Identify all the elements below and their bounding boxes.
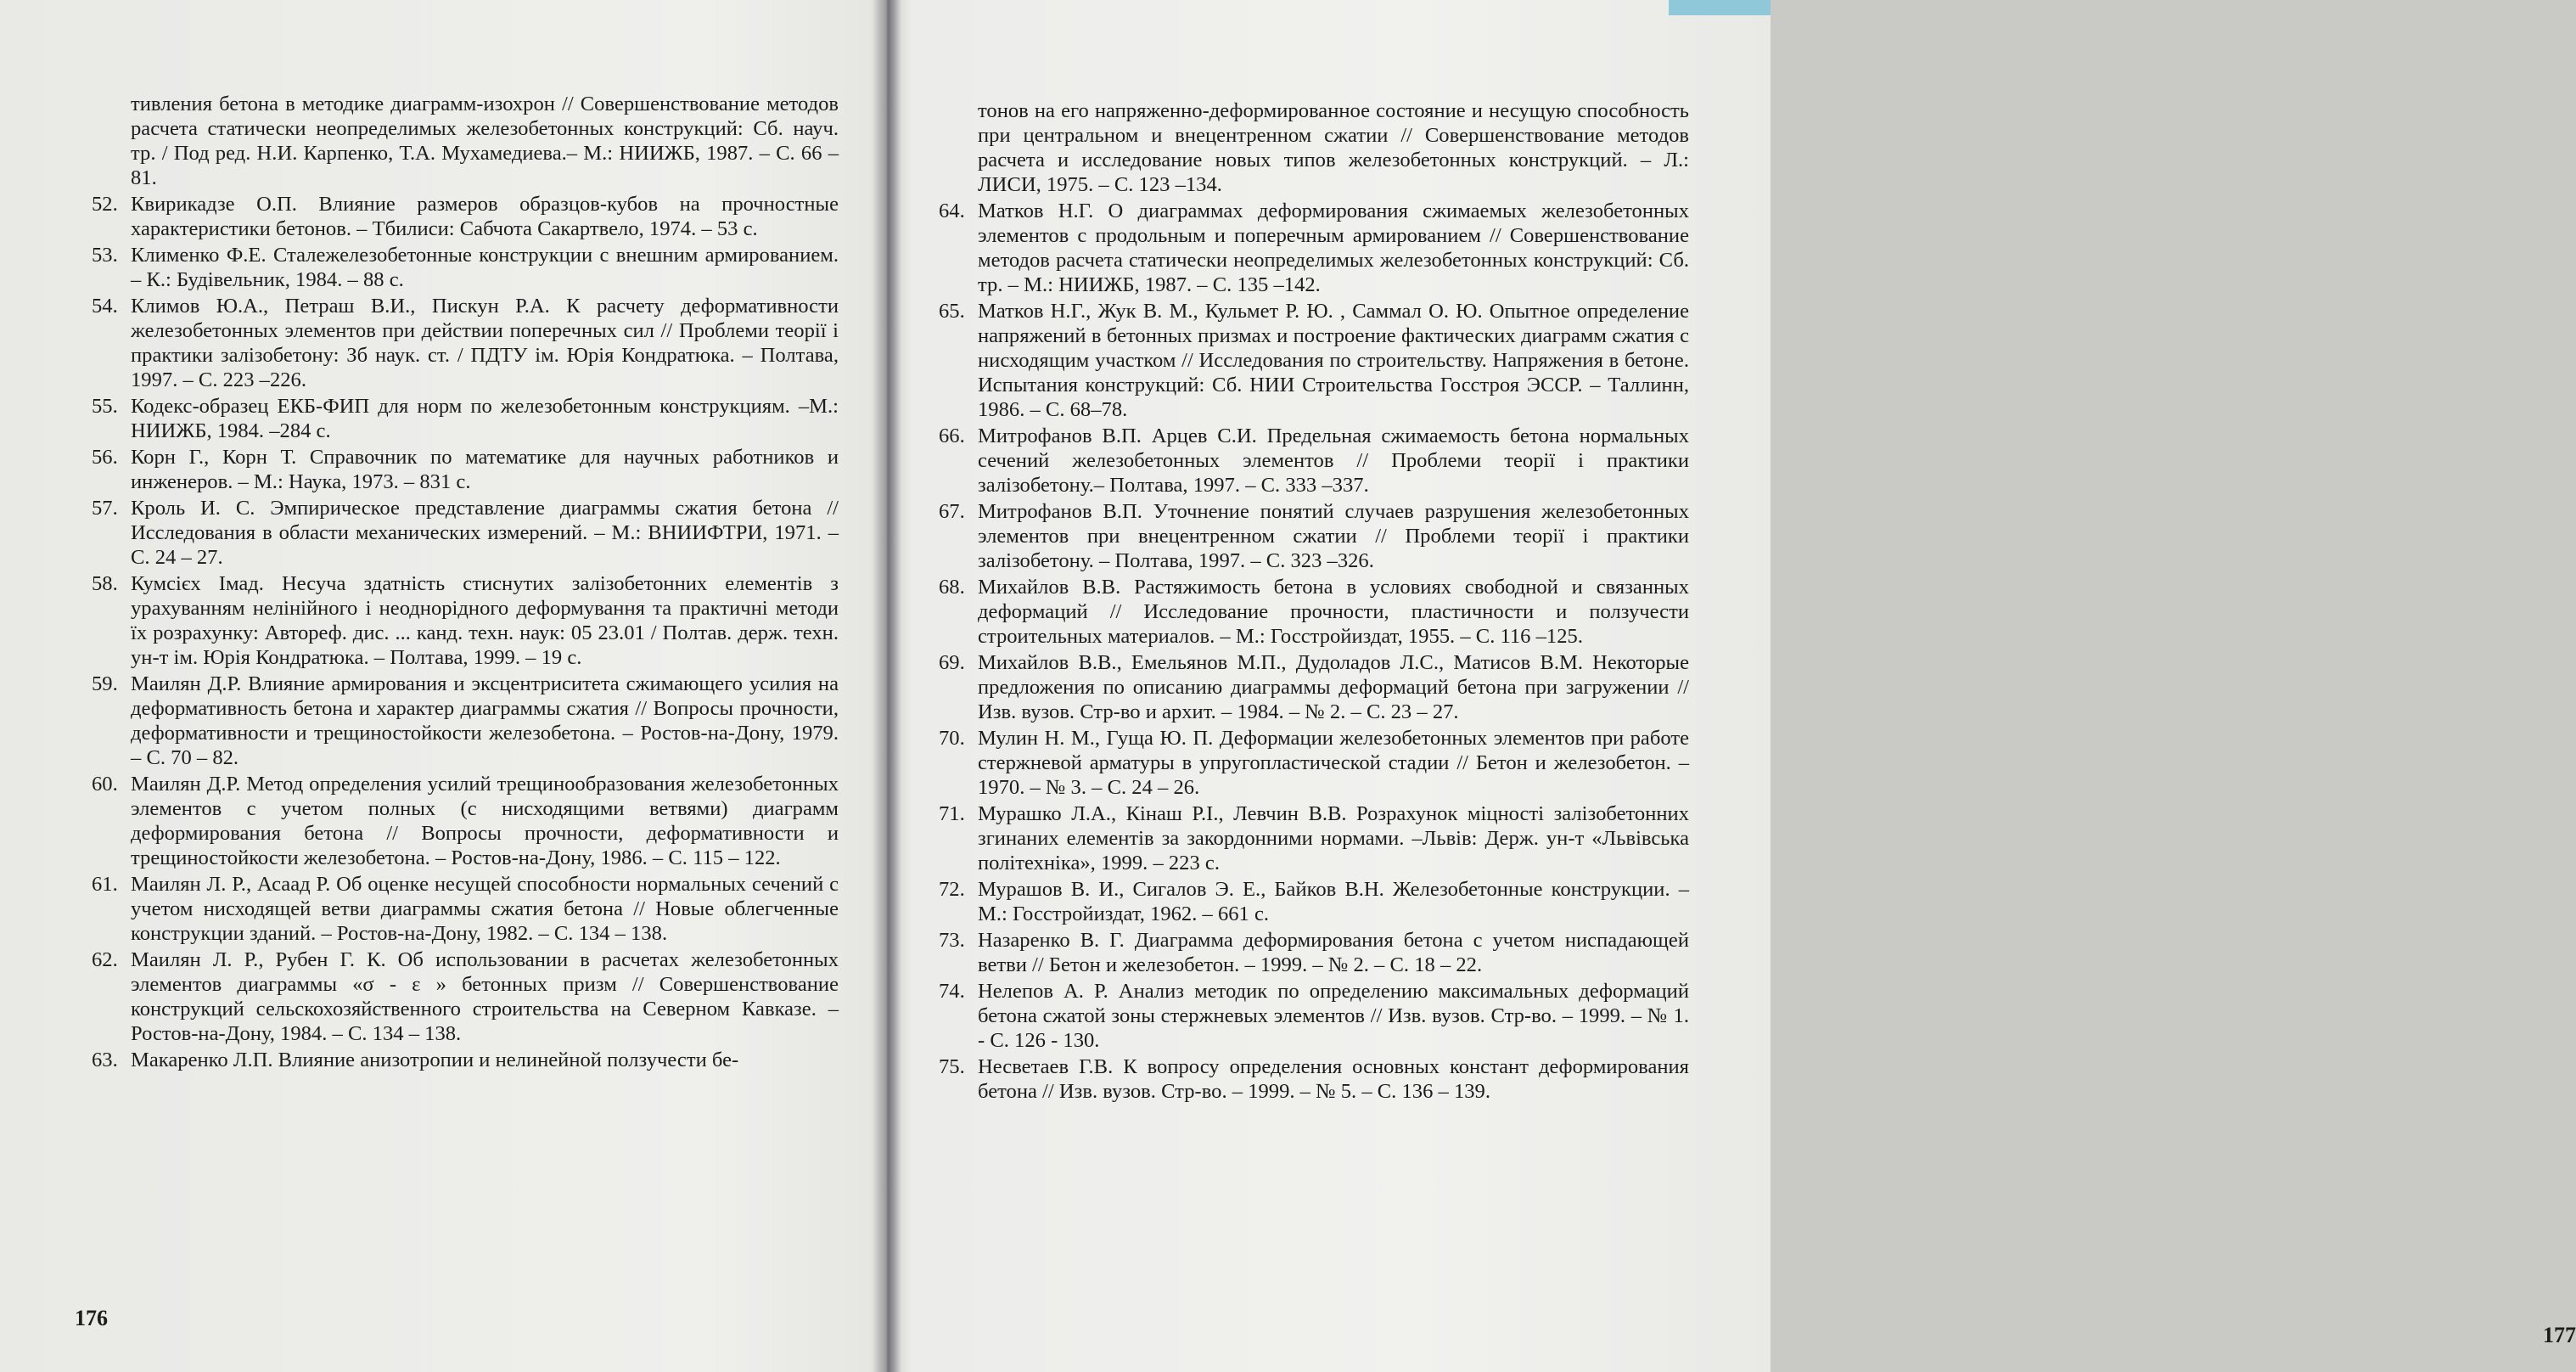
reference-number: 54. (92, 295, 118, 318)
reference-entry (939, 877, 1689, 926)
reference-text: Назаренко В. Г. Диаграмма деформирования бетона с учетом ниспадающей ветви // Бетон и железобетон. – 1999. – № 2. – С. 18 – 22. (978, 929, 1689, 976)
reference-entry (92, 294, 839, 392)
reference-entry (939, 928, 1689, 977)
reference-text: Матков Н.Г. О диаграммах деформирования сжимаемых железобетонных элементов с продольным и поперечным армированием // Совершенствование методов расчета статически неопределимых железобетонных конструкций: Сб. тр. – М.: НИИЖБ, 1987. – С. 135 –142. (978, 200, 1689, 296)
reference-text: Маилян Д.Р. Метод определения усилий трещинообразования железобетонных элементов с учетом полных (с нисходящими ветвями) диаграмм деформирования бетона // Вопросы прочности, деформативности и трещиностойкости железобетона. – Ростов-на-Дону, 1986. – С. 115 – 122. (131, 773, 839, 869)
reference-number: 58. (92, 572, 118, 595)
reference-number: 67. (939, 500, 965, 523)
reference-text: Мурашов В. И., Сигалов Э. Е., Байков В.Н. Железобетонные конструкции. – М.: Госстройиздат, 1962. – 661 с. (978, 878, 1689, 925)
reference-entry (92, 872, 839, 946)
reference-entry (92, 192, 839, 241)
reference-text: Кодекс-образец ЕКБ-ФИП для норм по железобетонным конструкциям. –М.: НИИЖБ, 1984. –284 с. (131, 395, 839, 442)
reference-text: Маилян Д.Р. Влияние армирования и эксцентриситета сжимающего усилия на деформативность бетона и характер диаграммы сжатия // Вопросы прочности, деформативности и трещиностойкости железобетона. – Ростов-на-Дону, 1979. – С. 70 – 82. (131, 672, 839, 769)
reference-text: тонов на его напряженно-деформированное состояние и несущую способность при центральном и внецентренном сжатии // Совершенствование методов расчета и исследование новых типов железобетонных конструкций. – Л.: ЛИСИ, 1975. – С. 123 –134. (978, 99, 1689, 196)
reference-number: 59. (92, 672, 118, 695)
reference-text: Макаренко Л.П. Влияние анизотропии и нелинейной ползучести бе- (131, 1049, 739, 1071)
reference-text: Нелепов А. Р. Анализ методик по определению максимальных деформаций бетона сжатой зоны стержневых элементов // Изв. вузов. Стр-во. – 1999. – № 1. - С. 126 - 130. (978, 980, 1689, 1052)
reference-entry (939, 726, 1689, 800)
reference-number: 69. (939, 651, 965, 674)
reference-number: 61. (92, 873, 118, 896)
reference-entry (939, 979, 1689, 1053)
reference-text: Маилян Л. Р., Рубен Г. К. Об использовании в расчетах железобетонных элементов диаграммы «σ - ε » бетонных призм // Совершенствование конструкций сельскохозяйственного строительства на Северном Кавказе. – Ростов-на-Дону, 1984. – С. 134 – 138. (131, 948, 839, 1045)
reference-entry (939, 575, 1689, 649)
reference-text: Матков Н.Г., Жук В. М., Кульмет Р. Ю. , Саммал О. Ю. Опытное определение напряжений в бетонных призмах и построение фактических диаграмм сжатия с нисходящим участком // Исследования по строительству. Напряжения в бетоне. Испытания конструкций: Сб. НИИ Строительства Госстроя ЭССР. – Таллинн, 1986. – С. 68–78. (978, 300, 1689, 421)
reference-entry (92, 672, 839, 770)
reference-entry (92, 92, 839, 190)
reference-text: Михайлов В.В., Емельянов М.П., Дудоладов Л.С., Матисов В.М. Некоторые предложения по описанию диаграммы деформаций бетона при загружении // Изв. вузов. Стр-во и архит. – 1984. – № 2. – С. 23 – 27. (978, 651, 1689, 723)
reference-number: 65. (939, 300, 965, 323)
reference-number: 56. (92, 446, 118, 469)
reference-number: 73. (939, 929, 965, 952)
reference-number: 62. (92, 948, 118, 971)
book-gutter (873, 0, 901, 1372)
reference-entry (939, 98, 1689, 197)
reference-entry (939, 424, 1689, 498)
reference-text: Квирикадзе О.П. Влияние размеров образцов-кубов на прочностные характеристики бетонов. – Тбилиси: Сабчота Сакартвело, 1974. – 53 с. (131, 193, 839, 240)
reference-text: Клименко Ф.Е. Сталежелезобетонные конструкции с внешним армированием. – К.: Будівельник, 1984. – 88 с. (131, 244, 839, 291)
reference-number: 52. (92, 193, 118, 216)
reference-number: 63. (92, 1049, 118, 1071)
page-number-right: 177 (2543, 1323, 2576, 1347)
reference-entry (939, 299, 1689, 422)
page-number-left: 176 (75, 1306, 108, 1330)
reference-entry (92, 445, 839, 494)
right-reference-list (939, 98, 1689, 1105)
reference-entry (92, 947, 839, 1046)
reference-number: 55. (92, 395, 118, 418)
reference-text: Мурашко Л.А., Кінаш Р.І., Левчин В.В. Розрахунок міцності залізобетонних згинаних елементів за закордонними нормами. –Львів: Держ. ун-т «Львівська політехніка», 1999. – 223 с. (978, 802, 1689, 874)
reference-text: Климов Ю.А., Петраш В.И., Пискун Р.А. К расчету деформативности железобетонных элементов при действии поперечных сил // Проблеми теорії і практики залізобетону: Зб наук. ст. / ПДТУ ім. Юрія Кондратюка. – Полтава, 1997. – С. 223 –226. (131, 295, 839, 391)
reference-text: Маилян Л. Р., Асаад Р. Об оценке несущей способности нормальных сечений с учетом нисходящей ветви диаграммы сжатия бетона // Новые облегченные конструкции зданий. – Ростов-на-Дону, 1982. – С. 134 – 138. (131, 873, 839, 945)
reference-number: 70. (939, 727, 965, 750)
reference-text: Несветаев Г.В. К вопросу определения основных констант деформирования бетона // Изв. вузов. Стр-во. – 1999. – № 5. – С. 136 – 139. (978, 1055, 1689, 1103)
reference-number: 66. (939, 425, 965, 447)
reference-entry (92, 496, 839, 570)
reference-number: 64. (939, 200, 965, 222)
reference-text: Митрофанов В.П. Уточнение понятий случаев разрушения железобетонных элементов при внецентренном сжатии // Проблеми теорії і практики залізобетону. – Полтава, 1997. – С. 323 –326. (978, 500, 1689, 572)
reference-entry (92, 1048, 839, 1072)
reference-number: 74. (939, 980, 965, 1003)
reference-text: Митрофанов В.П. Арцев С.И. Предельная сжимаемость бетона нормальных сечений железобетонных элементов // Проблеми теорії і практики залізобетону.– Полтава, 1997. – С. 333 –337. (978, 425, 1689, 497)
reference-text: Кумсієх Імад. Несуча здатність стиснутих залізобетонних елементів з урахуванням нелінійного і неоднорідного деформування та практичні методи їх розрахунку: Автореф. дис. ... канд. техн. наук: 05 23.01 / Полтав. держ. техн. ун-т ім. Юрія Кондратюка. – Полтава, 1999. – 19 с. (131, 572, 839, 669)
reference-entry (92, 571, 839, 670)
reference-text: Михайлов В.В. Растяжимость бетона в условиях свободной и связанных деформаций // Исследование прочности, пластичности и ползучести строительных материалов. – М.: Госстройиздат, 1955. – С. 116 –125. (978, 576, 1689, 648)
reference-text: тивления бетона в методике диаграмм-изохрон // Совершенствование методов расчета статически неопределимых железобетонных конструкций: Сб. науч. тр. / Под ред. Н.И. Карпенко, Т.А. Мухамедиева.– М.: НИИЖБ, 1987. – С. 66 –81. (131, 93, 839, 189)
reference-entry (939, 199, 1689, 297)
reference-entry (939, 499, 1689, 573)
reference-number: 72. (939, 878, 965, 901)
reference-number: 68. (939, 576, 965, 599)
reference-number: 71. (939, 802, 965, 825)
left-page (0, 0, 874, 1372)
reference-entry (92, 243, 839, 292)
reference-text: Мулин Н. М., Гуща Ю. П. Деформации железобетонных элементов при работе стержневой арматуры в упругопластической стадии // Бетон и железобетон. – 1970. – № 3. – С. 24 – 26. (978, 727, 1689, 799)
reference-entry (92, 394, 839, 443)
reference-number: 53. (92, 244, 118, 267)
reference-entry (939, 650, 1689, 724)
reference-text: Корн Г., Корн Т. Справочник по математике для научных работников и инженеров. – М.: Наука, 1973. – 831 с. (131, 446, 839, 493)
reference-number: 75. (939, 1055, 965, 1078)
reference-entry (939, 801, 1689, 875)
reference-number: 60. (92, 773, 118, 796)
reference-entry (92, 772, 839, 870)
reference-text: Кроль И. С. Эмпирическое представление диаграммы сжатия бетона // Исследования в области механических измерений. – М.: ВНИИФТРИ, 1971. – С. 24 – 27. (131, 497, 839, 569)
reference-number: 57. (92, 497, 118, 520)
left-reference-list (92, 92, 839, 1074)
reference-entry (939, 1054, 1689, 1104)
